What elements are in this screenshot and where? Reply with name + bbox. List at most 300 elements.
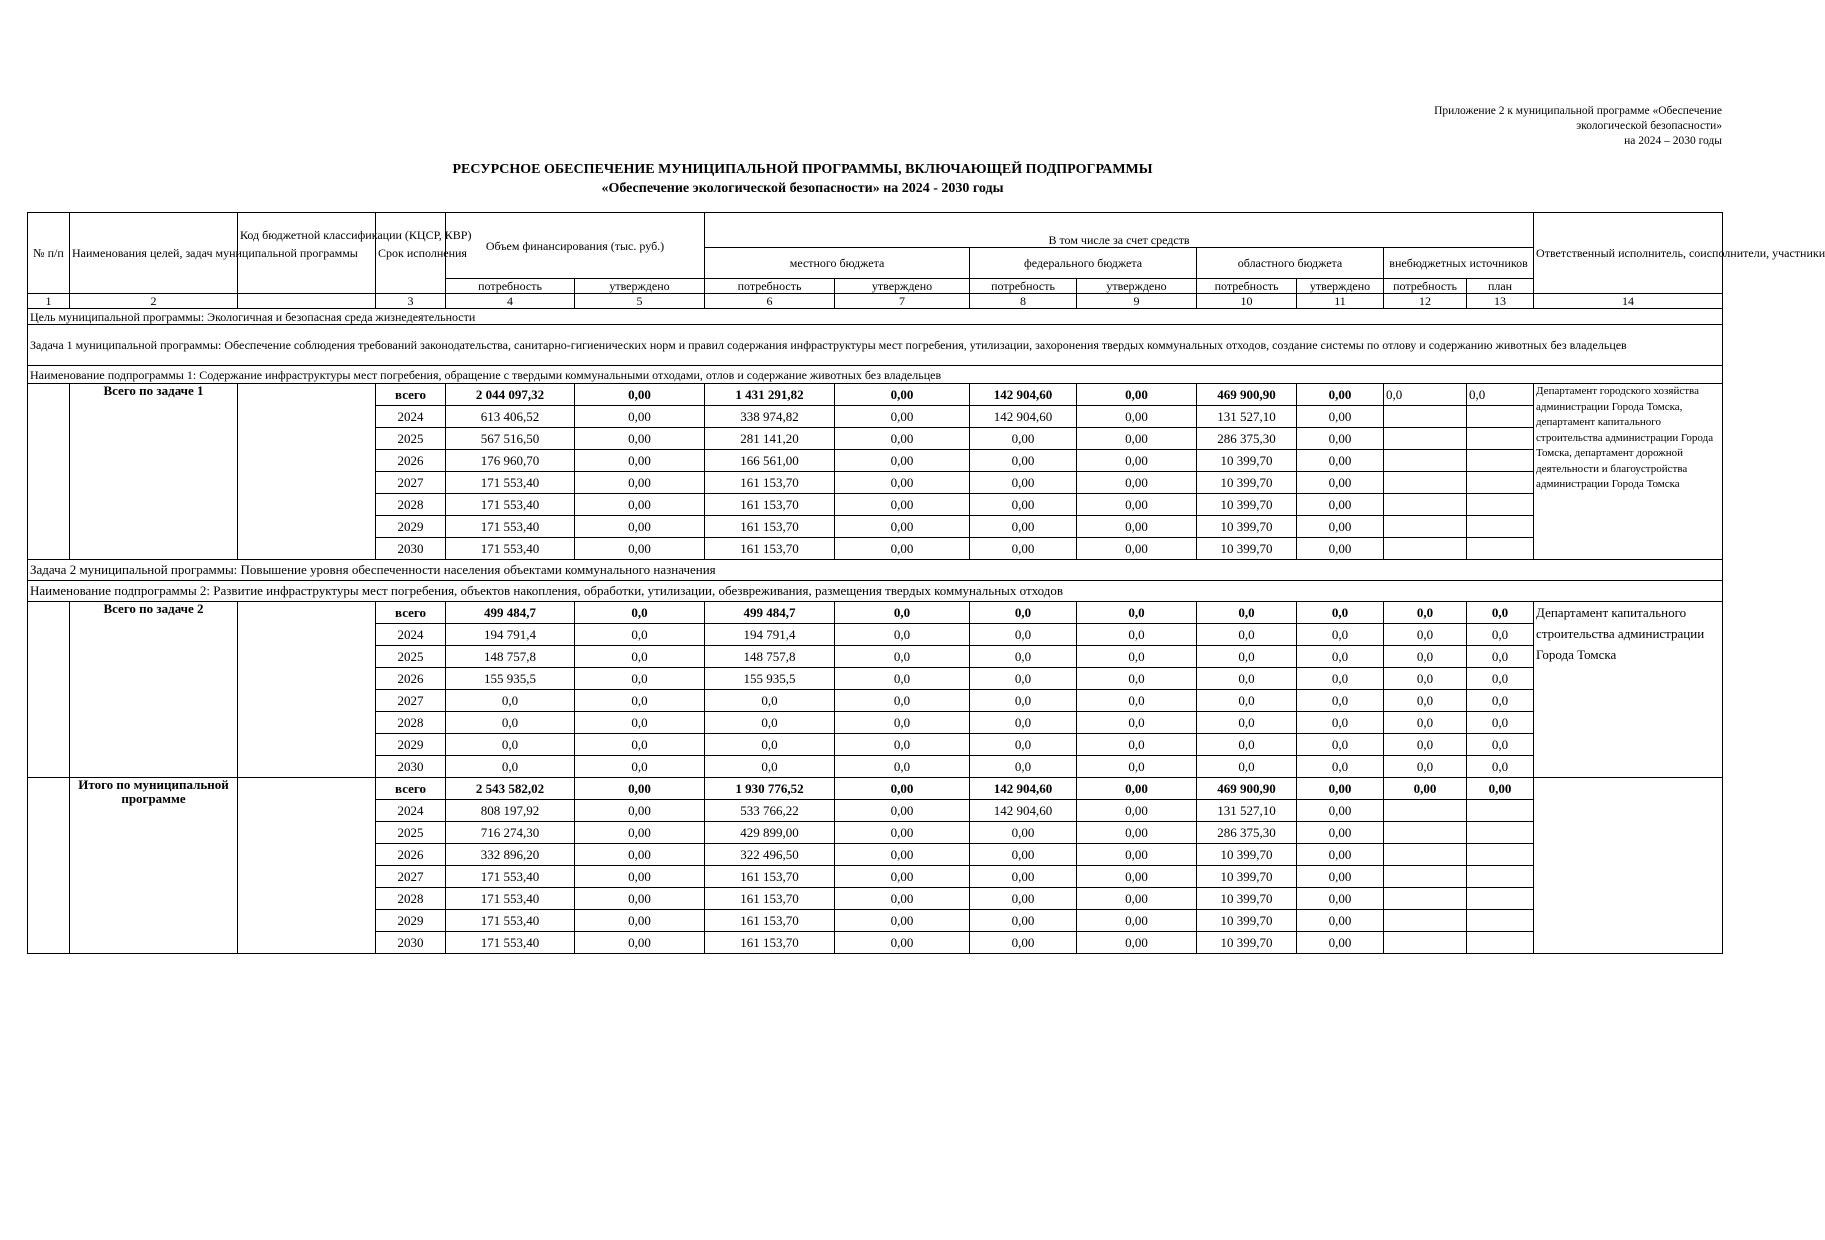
- need-header: потребность: [705, 279, 835, 294]
- value-cell: 0,0: [835, 668, 970, 690]
- value-cell: 0,00: [835, 932, 970, 954]
- value-cell: 0,00: [575, 494, 705, 516]
- value-cell: 0,00: [1297, 406, 1384, 428]
- period-cell: 2028: [376, 712, 446, 734]
- value-cell: 0,00: [835, 538, 970, 560]
- value-cell: 0,00: [1297, 888, 1384, 910]
- value-cell: 142 904,60: [970, 800, 1077, 822]
- value-cell: 148 757,8: [705, 646, 835, 668]
- value-cell: [1467, 494, 1534, 516]
- value-cell: [1384, 822, 1467, 844]
- total-data-row: [28, 778, 1723, 800]
- value-cell: 161 153,70: [705, 538, 835, 560]
- value-cell: 0,00: [1077, 428, 1197, 450]
- column-number: 7: [835, 294, 970, 309]
- subprogram1-row: [28, 366, 1723, 384]
- value-cell: 0,00: [835, 494, 970, 516]
- value-cell: 0,00: [1077, 800, 1197, 822]
- task1-label: Всего по задаче 1: [70, 384, 238, 560]
- value-cell: 0,00: [575, 428, 705, 450]
- value-cell: 0,0: [1197, 734, 1297, 756]
- period-cell: 2029: [376, 516, 446, 538]
- value-cell: 0,00: [970, 866, 1077, 888]
- period-cell: всего: [376, 384, 446, 406]
- value-cell: 10 399,70: [1197, 888, 1297, 910]
- value-cell: 0,00: [835, 516, 970, 538]
- budget-code-cell: [238, 778, 376, 954]
- value-cell: 0,0: [446, 690, 575, 712]
- value-cell: 171 553,40: [446, 472, 575, 494]
- value-cell: 155 935,5: [446, 668, 575, 690]
- period-cell: всего: [376, 602, 446, 624]
- col-volume-header: Объем финансирования (тыс. руб.): [446, 213, 705, 279]
- value-cell: 166 561,00: [705, 450, 835, 472]
- value-cell: 0,0: [1197, 756, 1297, 778]
- value-cell: 0,0: [1467, 712, 1534, 734]
- value-cell: 0,00: [1384, 778, 1467, 800]
- value-cell: 2 543 582,02: [446, 778, 575, 800]
- col-term-header: Срок исполнения: [376, 213, 446, 294]
- value-cell: 0,0: [575, 756, 705, 778]
- value-cell: 0,0: [835, 734, 970, 756]
- value-cell: 0,0: [1077, 712, 1197, 734]
- column-numbers-row: [28, 294, 1723, 309]
- value-cell: 161 153,70: [705, 888, 835, 910]
- period-cell: 2027: [376, 472, 446, 494]
- value-cell: 0,0: [705, 756, 835, 778]
- value-cell: 0,0: [835, 646, 970, 668]
- value-cell: [1467, 450, 1534, 472]
- value-cell: 716 274,30: [446, 822, 575, 844]
- task1-row: [28, 325, 1723, 366]
- value-cell: 322 496,50: [705, 844, 835, 866]
- value-cell: 0,00: [835, 778, 970, 800]
- value-cell: 0,00: [1297, 844, 1384, 866]
- value-cell: 0,0: [970, 602, 1077, 624]
- value-cell: 171 553,40: [446, 516, 575, 538]
- value-cell: 161 153,70: [705, 932, 835, 954]
- value-cell: 0,00: [1077, 406, 1197, 428]
- value-cell: [1467, 910, 1534, 932]
- col-code-header: Код бюджетной классификации (КЦСР, КВР): [238, 213, 376, 294]
- value-cell: [1467, 406, 1534, 428]
- value-cell: 0,00: [1297, 516, 1384, 538]
- value-cell: 0,00: [1077, 932, 1197, 954]
- period-cell: 2025: [376, 646, 446, 668]
- value-cell: 0,00: [1077, 844, 1197, 866]
- value-cell: 0,0: [705, 690, 835, 712]
- value-cell: 0,00: [970, 428, 1077, 450]
- col-names-header: Наименования целей, задач муниципальной программы: [70, 213, 238, 294]
- value-cell: 0,0: [1297, 602, 1384, 624]
- value-cell: 0,00: [1297, 384, 1384, 406]
- value-cell: 0,00: [1077, 822, 1197, 844]
- value-cell: 0,0: [575, 624, 705, 646]
- period-cell: 2028: [376, 494, 446, 516]
- value-cell: [1384, 932, 1467, 954]
- value-cell: 0,00: [1297, 450, 1384, 472]
- subprogram2-row: [28, 581, 1723, 602]
- value-cell: 533 766,22: [705, 800, 835, 822]
- value-cell: 0,0: [446, 712, 575, 734]
- appendix-line: Приложение 2 к муниципальной программе «Обеспечение: [1434, 105, 1722, 117]
- value-cell: 10 399,70: [1197, 450, 1297, 472]
- column-number: 13: [1467, 294, 1534, 309]
- value-cell: 281 141,20: [705, 428, 835, 450]
- value-cell: 0,00: [575, 888, 705, 910]
- value-cell: 808 197,92: [446, 800, 575, 822]
- value-cell: 0,0: [1384, 624, 1467, 646]
- col-regional-header: областного бюджета: [1197, 248, 1384, 279]
- column-number: 3: [376, 294, 446, 309]
- value-cell: 0,00: [970, 538, 1077, 560]
- budget-code-cell: [238, 384, 376, 560]
- value-cell: 161 153,70: [705, 516, 835, 538]
- value-cell: [1467, 822, 1534, 844]
- value-cell: [1384, 450, 1467, 472]
- value-cell: 0,0: [575, 734, 705, 756]
- value-cell: 171 553,40: [446, 494, 575, 516]
- plan-header: план: [1467, 279, 1534, 294]
- value-cell: 0,0: [970, 646, 1077, 668]
- value-cell: 332 896,20: [446, 844, 575, 866]
- period-cell: 2026: [376, 668, 446, 690]
- value-cell: 499 484,7: [705, 602, 835, 624]
- value-cell: 0,00: [1297, 778, 1384, 800]
- task2-text: Задача 2 муниципальной программы: Повышение уровня обеспеченности населения объектами коммунального назначения: [28, 560, 1723, 581]
- value-cell: 286 375,30: [1197, 428, 1297, 450]
- value-cell: 0,00: [835, 822, 970, 844]
- period-cell: всего: [376, 778, 446, 800]
- value-cell: [1467, 866, 1534, 888]
- value-cell: 10 399,70: [1197, 844, 1297, 866]
- subprogram2-text: Наименование подпрограммы 2: Развитие инфраструктуры мест погребения, объектов накопления, обработки, утилизации, обезвреживания, размещения твердых коммунальных отходов: [28, 581, 1723, 602]
- value-cell: 0,0: [970, 668, 1077, 690]
- value-cell: 0,00: [1077, 538, 1197, 560]
- value-cell: 161 153,70: [705, 472, 835, 494]
- value-cell: 0,0: [835, 690, 970, 712]
- value-cell: 161 153,70: [705, 910, 835, 932]
- value-cell: 0,0: [1077, 690, 1197, 712]
- row-number-cell: [28, 602, 70, 778]
- value-cell: 0,0: [1197, 624, 1297, 646]
- value-cell: 10 399,70: [1197, 932, 1297, 954]
- column-number: 10: [1197, 294, 1297, 309]
- value-cell: 0,00: [970, 932, 1077, 954]
- appendix-line: на 2024 – 2030 годы: [1624, 135, 1722, 147]
- value-cell: 0,0: [575, 712, 705, 734]
- value-cell: 0,0: [1297, 624, 1384, 646]
- value-cell: 0,0: [575, 646, 705, 668]
- value-cell: 0,0: [1384, 712, 1467, 734]
- value-cell: 286 375,30: [1197, 822, 1297, 844]
- value-cell: 0,00: [835, 450, 970, 472]
- column-number: 1: [28, 294, 70, 309]
- value-cell: [1384, 844, 1467, 866]
- value-cell: 0,0: [1467, 646, 1534, 668]
- value-cell: 0,0: [1197, 712, 1297, 734]
- value-cell: 0,0: [970, 756, 1077, 778]
- document-title: РЕСУРСНОЕ ОБЕСПЕЧЕНИЕ МУНИЦИПАЛЬНОЙ ПРОГРАММЫ, ВКЛЮЧАЮЩЕЙ ПОДПРОГРАММЫ: [452, 162, 1153, 177]
- period-cell: 2025: [376, 428, 446, 450]
- document-subtitle: «Обеспечение экологической безопасности» на 2024 - 2030 годы: [601, 181, 1004, 196]
- value-cell: 0,00: [1077, 494, 1197, 516]
- value-cell: 142 904,60: [970, 384, 1077, 406]
- task2-label: Всего по задаче 2: [70, 602, 238, 778]
- value-cell: 0,0: [446, 734, 575, 756]
- value-cell: 2 044 097,32: [446, 384, 575, 406]
- value-cell: [1384, 472, 1467, 494]
- value-cell: 0,0: [835, 624, 970, 646]
- value-cell: 0,00: [1077, 866, 1197, 888]
- period-cell: 2024: [376, 406, 446, 428]
- value-cell: 0,0: [1077, 624, 1197, 646]
- value-cell: 0,00: [1297, 910, 1384, 932]
- value-cell: [1384, 406, 1467, 428]
- value-cell: 0,0: [1197, 690, 1297, 712]
- value-cell: 613 406,52: [446, 406, 575, 428]
- period-cell: 2024: [376, 800, 446, 822]
- column-number: 14: [1534, 294, 1723, 309]
- value-cell: 0,0: [1297, 646, 1384, 668]
- period-cell: 2026: [376, 450, 446, 472]
- value-cell: 0,0: [1197, 602, 1297, 624]
- value-cell: 0,0: [1467, 384, 1534, 406]
- value-cell: 0,00: [835, 866, 970, 888]
- value-cell: 171 553,40: [446, 866, 575, 888]
- resource-table: [27, 212, 1825, 954]
- value-cell: 0,00: [1297, 800, 1384, 822]
- value-cell: 0,0: [575, 690, 705, 712]
- value-cell: 469 900,90: [1197, 384, 1297, 406]
- value-cell: 142 904,60: [970, 778, 1077, 800]
- value-cell: 0,00: [835, 888, 970, 910]
- value-cell: 0,00: [970, 516, 1077, 538]
- value-cell: 0,00: [1077, 778, 1197, 800]
- value-cell: 171 553,40: [446, 932, 575, 954]
- value-cell: 0,0: [835, 602, 970, 624]
- value-cell: 0,0: [575, 668, 705, 690]
- value-cell: 0,00: [835, 472, 970, 494]
- value-cell: 499 484,7: [446, 602, 575, 624]
- period-cell: 2029: [376, 910, 446, 932]
- value-cell: 0,0: [1384, 646, 1467, 668]
- value-cell: 0,0: [705, 712, 835, 734]
- value-cell: 0,0: [1384, 602, 1467, 624]
- value-cell: 0,0: [1384, 756, 1467, 778]
- value-cell: 176 960,70: [446, 450, 575, 472]
- value-cell: 10 399,70: [1197, 866, 1297, 888]
- value-cell: 0,0: [1384, 668, 1467, 690]
- value-cell: 0,00: [835, 800, 970, 822]
- value-cell: 0,00: [1297, 932, 1384, 954]
- value-cell: [1467, 844, 1534, 866]
- value-cell: 10 399,70: [1197, 494, 1297, 516]
- column-number: 9: [1077, 294, 1197, 309]
- value-cell: 0,00: [575, 384, 705, 406]
- value-cell: 0,00: [1077, 888, 1197, 910]
- value-cell: 0,0: [1467, 734, 1534, 756]
- value-cell: 0,0: [835, 712, 970, 734]
- value-cell: 0,00: [835, 844, 970, 866]
- value-cell: 0,0: [1297, 690, 1384, 712]
- period-cell: 2024: [376, 624, 446, 646]
- value-cell: 0,00: [970, 888, 1077, 910]
- value-cell: 0,00: [575, 472, 705, 494]
- value-cell: 155 935,5: [705, 668, 835, 690]
- value-cell: 0,0: [575, 602, 705, 624]
- task1-responsible: Департамент городского хозяйства администрации Города Томска, департамент капитального строительства администрации Города Томска, департамент дорожной деятельности и благоустройства администрации Города Томска: [1534, 384, 1723, 560]
- value-cell: 0,00: [1297, 472, 1384, 494]
- value-cell: 0,00: [835, 910, 970, 932]
- need-header: потребность: [970, 279, 1077, 294]
- need-header: потребность: [1197, 279, 1297, 294]
- value-cell: [1467, 538, 1534, 560]
- value-cell: 0,00: [1077, 450, 1197, 472]
- task2-row: [28, 560, 1723, 581]
- value-cell: 0,00: [575, 800, 705, 822]
- col-including-header: В том числе за счет средств: [705, 213, 1534, 248]
- value-cell: 0,00: [835, 406, 970, 428]
- need-header: потребность: [1384, 279, 1467, 294]
- value-cell: 0,0: [1297, 712, 1384, 734]
- value-cell: 10 399,70: [1197, 538, 1297, 560]
- task1-text: Задача 1 муниципальной программы: Обеспечение соблюдения требований законодательства, санитарно-гигиенических норм и правил содержания инфраструктуры мест погребения, утилизации, захоронения твердых коммунальных отходов, создание системы по отлову и содержанию животных без владельцев: [28, 325, 1723, 366]
- budget-code-cell: [238, 602, 376, 778]
- value-cell: 0,00: [970, 910, 1077, 932]
- value-cell: [1384, 800, 1467, 822]
- goal-text: Цель муниципальной программы: Экологичная и безопасная среда жизнедеятельности: [28, 309, 1723, 325]
- value-cell: 0,00: [970, 844, 1077, 866]
- value-cell: 0,00: [1297, 494, 1384, 516]
- value-cell: 0,00: [575, 822, 705, 844]
- period-cell: 2027: [376, 690, 446, 712]
- period-cell: 2027: [376, 866, 446, 888]
- value-cell: 0,0: [970, 734, 1077, 756]
- total-label: Итого по муниципальной программе: [70, 778, 238, 954]
- value-cell: 0,00: [575, 516, 705, 538]
- value-cell: 0,0: [1077, 756, 1197, 778]
- value-cell: 0,00: [1297, 428, 1384, 450]
- value-cell: 0,00: [575, 450, 705, 472]
- value-cell: 1 930 776,52: [705, 778, 835, 800]
- value-cell: 0,00: [575, 866, 705, 888]
- task2-responsible: Департамент капитального строительства администрации Города Томска: [1534, 602, 1723, 778]
- value-cell: 0,0: [1077, 602, 1197, 624]
- period-cell: 2025: [376, 822, 446, 844]
- goal-row: [28, 309, 1723, 325]
- value-cell: 0,00: [575, 538, 705, 560]
- value-cell: 0,00: [1467, 778, 1534, 800]
- value-cell: 0,0: [1297, 756, 1384, 778]
- value-cell: 0,0: [970, 624, 1077, 646]
- value-cell: 0,00: [1077, 472, 1197, 494]
- value-cell: 0,0: [970, 712, 1077, 734]
- period-cell: 2029: [376, 734, 446, 756]
- value-cell: 0,0: [1467, 690, 1534, 712]
- value-cell: [1384, 910, 1467, 932]
- period-cell: 2026: [376, 844, 446, 866]
- col-local-header: местного бюджета: [705, 248, 970, 279]
- value-cell: 0,00: [575, 406, 705, 428]
- row-number-cell: [28, 778, 70, 954]
- value-cell: 0,0: [1297, 668, 1384, 690]
- value-cell: 0,00: [575, 844, 705, 866]
- value-cell: 171 553,40: [446, 888, 575, 910]
- value-cell: 0,00: [1077, 516, 1197, 538]
- value-cell: 0,0: [1197, 668, 1297, 690]
- value-cell: [1467, 428, 1534, 450]
- period-cell: 2030: [376, 756, 446, 778]
- value-cell: 0,00: [970, 472, 1077, 494]
- total-responsible: [1534, 778, 1723, 954]
- value-cell: 0,00: [1297, 866, 1384, 888]
- value-cell: 0,00: [970, 822, 1077, 844]
- value-cell: 338 974,82: [705, 406, 835, 428]
- period-cell: 2028: [376, 888, 446, 910]
- value-cell: [1384, 888, 1467, 910]
- value-cell: 0,00: [575, 778, 705, 800]
- appendix-line: экологической безопасности»: [1576, 120, 1722, 132]
- column-number: 11: [1297, 294, 1384, 309]
- value-cell: 0,00: [835, 384, 970, 406]
- value-cell: 161 153,70: [705, 866, 835, 888]
- value-cell: 0,0: [446, 756, 575, 778]
- value-cell: 0,0: [1467, 602, 1534, 624]
- column-number: 5: [575, 294, 705, 309]
- value-cell: [1384, 538, 1467, 560]
- col-responsible-header: Ответственный исполнитель, соисполнители, участники: [1534, 213, 1723, 294]
- value-cell: 0,0: [1467, 756, 1534, 778]
- value-cell: 0,0: [1297, 734, 1384, 756]
- period-cell: 2030: [376, 538, 446, 560]
- value-cell: 0,00: [1077, 384, 1197, 406]
- value-cell: 131 527,10: [1197, 800, 1297, 822]
- value-cell: [1467, 516, 1534, 538]
- column-number: 12: [1384, 294, 1467, 309]
- value-cell: 429 899,00: [705, 822, 835, 844]
- task2-data-row: [28, 602, 1723, 624]
- value-cell: 194 791,4: [446, 624, 575, 646]
- value-cell: 0,00: [835, 428, 970, 450]
- value-cell: 0,00: [970, 450, 1077, 472]
- approved-header: утверждено: [1077, 279, 1197, 294]
- value-cell: 0,0: [1384, 734, 1467, 756]
- value-cell: 10 399,70: [1197, 472, 1297, 494]
- column-number: 2: [70, 294, 238, 309]
- approved-header: утверждено: [1297, 279, 1384, 294]
- value-cell: 1 431 291,82: [705, 384, 835, 406]
- value-cell: [1384, 866, 1467, 888]
- value-cell: 469 900,90: [1197, 778, 1297, 800]
- column-number: 4: [446, 294, 575, 309]
- value-cell: [1467, 888, 1534, 910]
- value-cell: 0,0: [1077, 646, 1197, 668]
- value-cell: 0,0: [1467, 624, 1534, 646]
- value-cell: 171 553,40: [446, 910, 575, 932]
- value-cell: 161 153,70: [705, 494, 835, 516]
- value-cell: 171 553,40: [446, 538, 575, 560]
- value-cell: [1467, 472, 1534, 494]
- value-cell: 194 791,4: [705, 624, 835, 646]
- value-cell: 0,0: [1384, 690, 1467, 712]
- col-extra-header: внебюджетных источников: [1384, 248, 1534, 279]
- value-cell: [1384, 494, 1467, 516]
- value-cell: [1384, 428, 1467, 450]
- value-cell: 131 527,10: [1197, 406, 1297, 428]
- column-number: 8: [970, 294, 1077, 309]
- approved-header: утверждено: [835, 279, 970, 294]
